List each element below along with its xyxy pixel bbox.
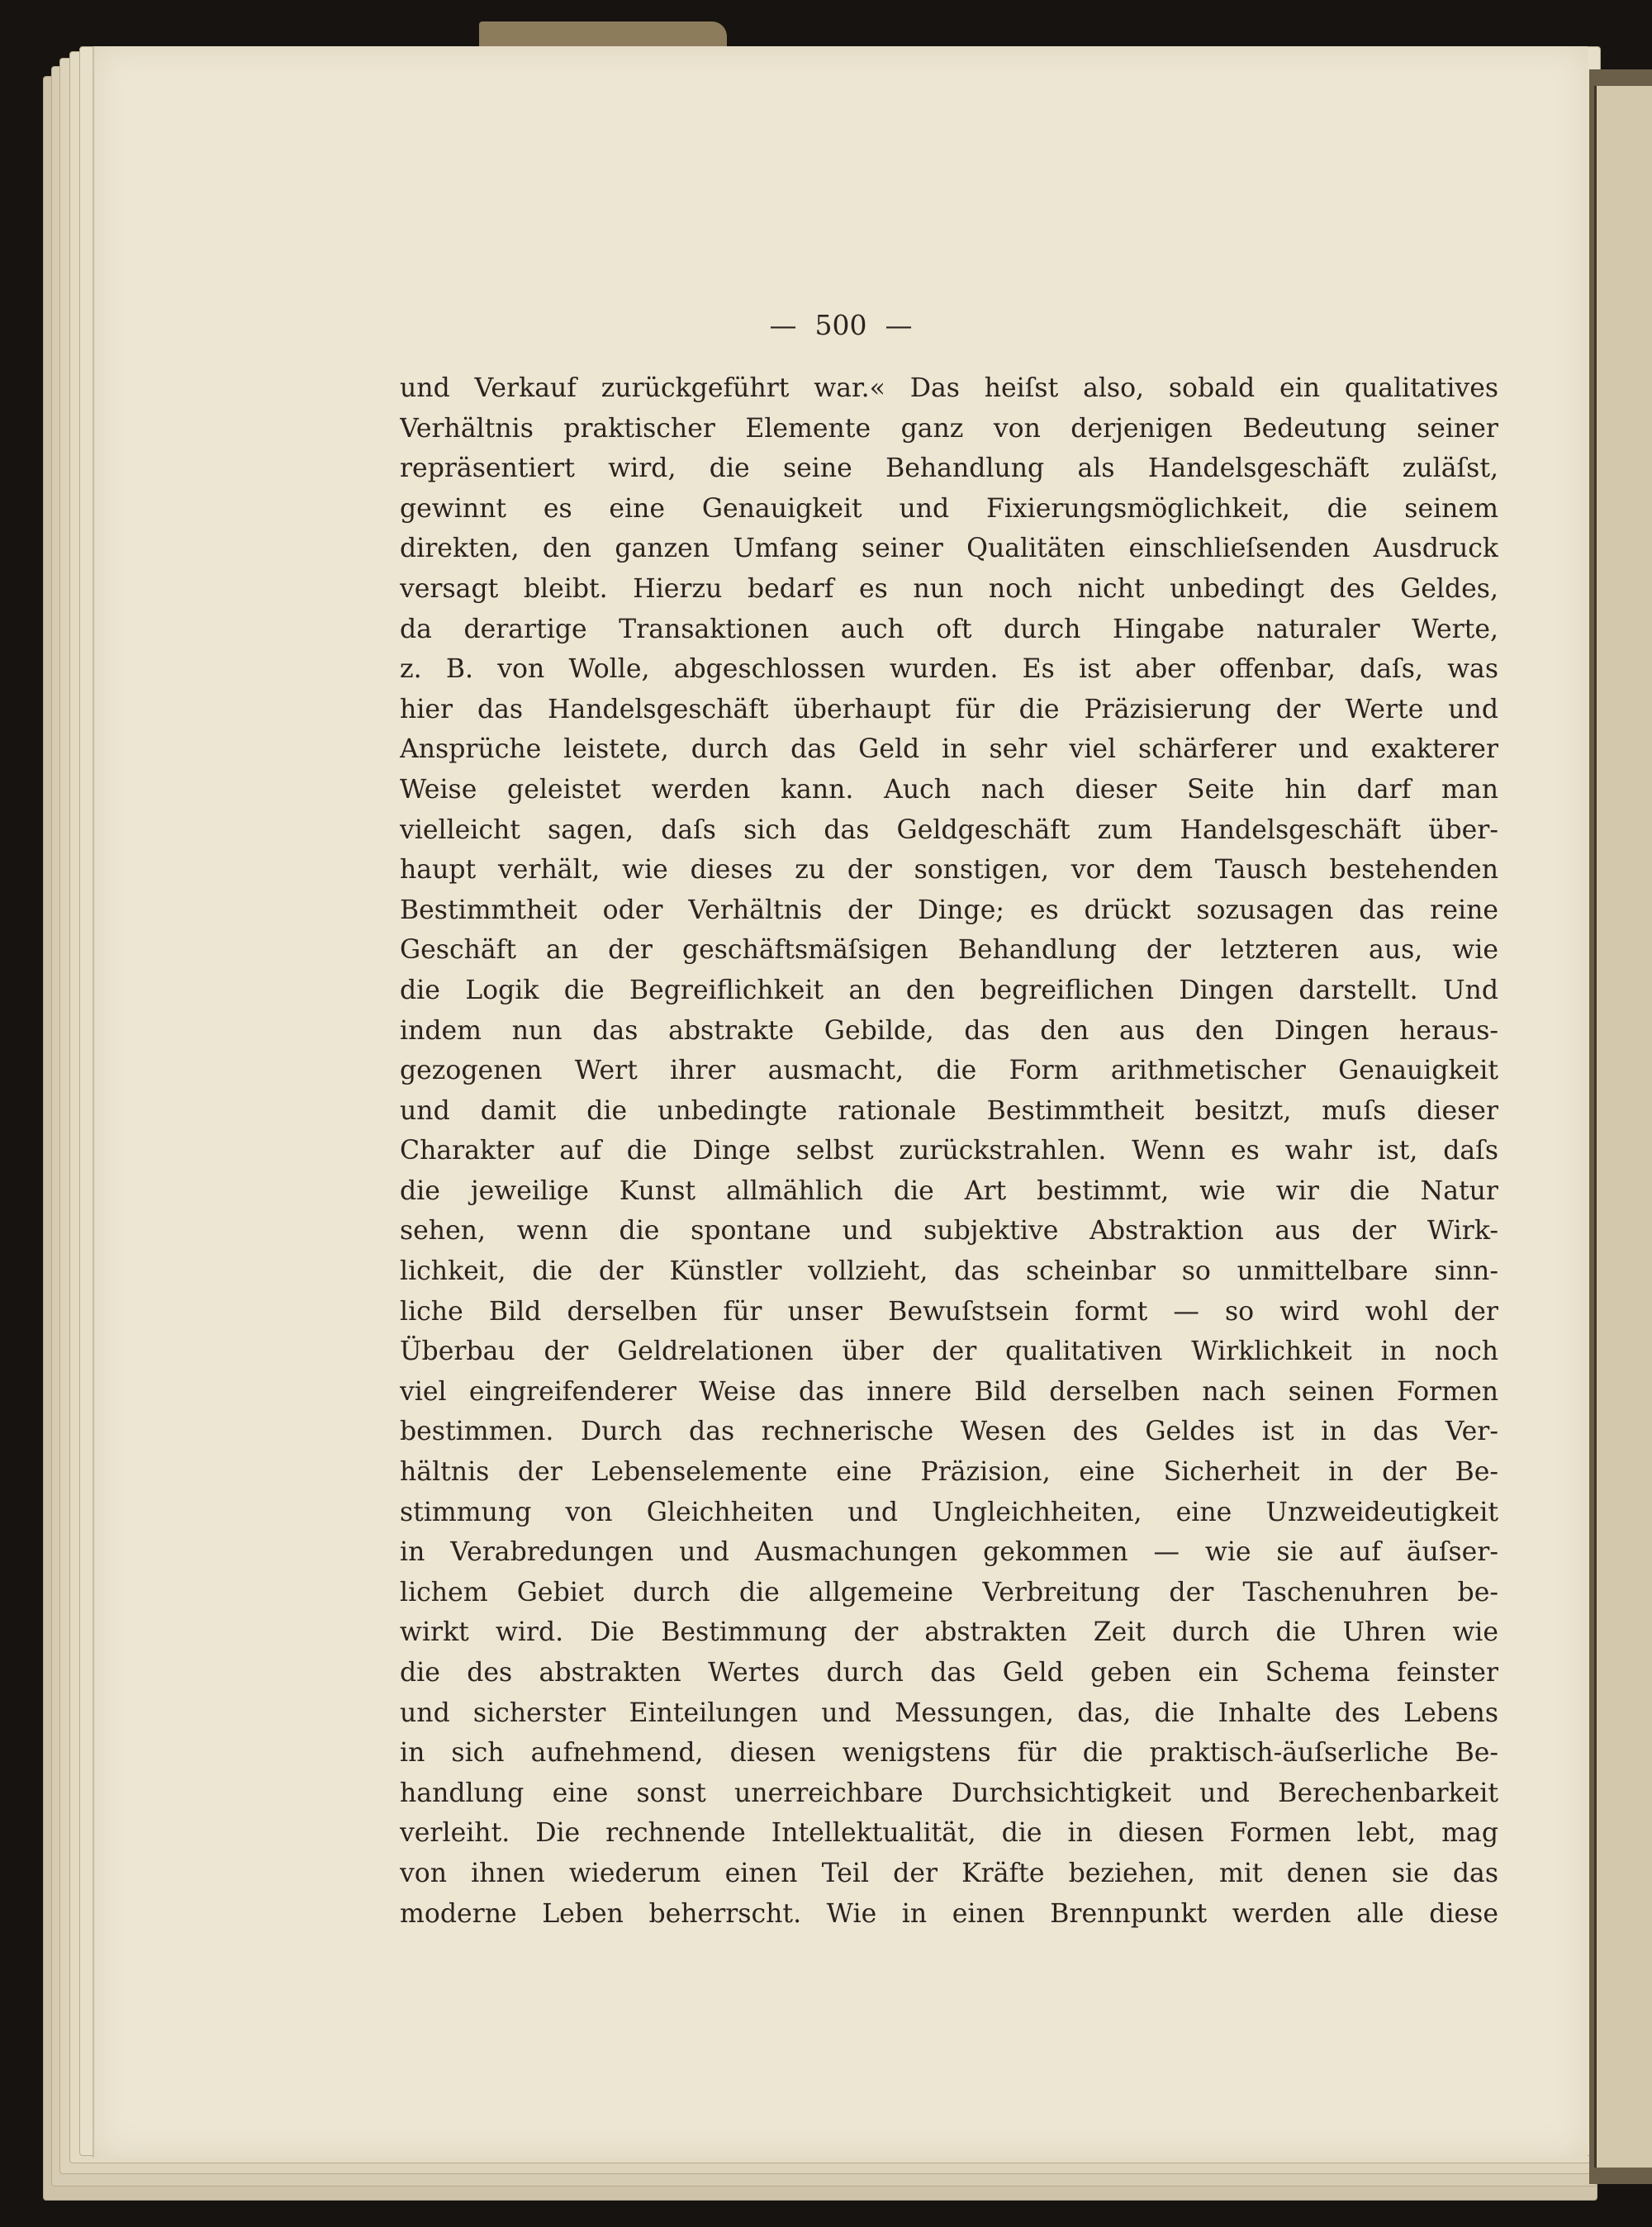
text-line: haupt verhält, wie dieses zu der sonstigen, vor dem Tausch bestehenden xyxy=(400,855,1498,886)
text-line: indem nun das abstrakte Gebilde, das den aus den Dingen heraus- xyxy=(400,1015,1498,1046)
text-line: von ihnen wiederum einen Teil der Kräfte beziehen, mit denen sie das xyxy=(400,1858,1498,1888)
text-line: lichkeit, die der Künstler vollzieht, das scheinbar so unmittelbare sinn- xyxy=(400,1256,1498,1287)
book-page xyxy=(93,46,1588,2158)
body-text xyxy=(400,368,1498,1934)
text-line: wirkt wird. Die Bestimmung der abstrakten Zeit durch die Uhren wie xyxy=(400,1617,1498,1648)
header-dash-right: — xyxy=(885,309,913,341)
page-header xyxy=(94,309,1588,341)
text-line: hältnis der Lebenselemente eine Präzision, eine Sicherheit in der Be- xyxy=(400,1457,1498,1488)
text-line: hier das Handelsgeschäft überhaupt für die Präzisierung der Werte und xyxy=(400,694,1498,724)
text-line: sehen, wenn die spontane und subjektive Abstraktion aus der Wirk- xyxy=(400,1216,1498,1246)
text-line: direkten, den ganzen Umfang seiner Qualitäten einschlieſsenden Ausdruck xyxy=(400,534,1498,564)
text-line: handlung eine sonst unerreichbare Durchsichtigkeit und Berechenbarkeit xyxy=(400,1778,1498,1808)
text-line: Ansprüche leistete, durch das Geld in sehr viel schärferer und exakterer xyxy=(400,734,1498,765)
text-line: da derartige Transaktionen auch oft durch Hingabe naturaler Werte, xyxy=(400,614,1498,644)
text-line: Weise geleistet werden kann. Auch nach dieser Seite hin darf man xyxy=(400,774,1498,805)
text-line: Bestimmtheit oder Verhältnis der Dinge; es drückt sozusagen das reine xyxy=(400,895,1498,925)
text-line: lichem Gebiet durch die allgemeine Verbreitung der Taschenuhren be- xyxy=(400,1577,1498,1607)
facing-page xyxy=(1589,69,1652,2184)
text-line: viel eingreifenderer Weise das innere Bild derselben nach seinen Formen xyxy=(400,1376,1498,1407)
text-line: z. B. von Wolle, abgeschlossen wurden. Es ist aber offenbar, daſs, was xyxy=(400,654,1498,685)
text-line: Geschäft an der geschäftsmäſsigen Behandlung der letzteren aus, wie xyxy=(400,935,1498,966)
page-number: 500 xyxy=(814,309,867,341)
text-line: repräsentiert wird, die seine Behandlung als Handelsgeschäft zuläſst, xyxy=(400,453,1498,484)
text-line: die Logik die Begreiflichkeit an den begreiflichen Dingen darstellt. Und xyxy=(400,975,1498,1005)
text-line: die des abstrakten Wertes durch das Geld geben ein Schema feinster xyxy=(400,1658,1498,1688)
text-line: gezogenen Wert ihrer ausmacht, die Form arithmetischer Genauigkeit xyxy=(400,1056,1498,1086)
text-line: Charakter auf die Dinge selbst zurückstrahlen. Wenn es wahr ist, daſs xyxy=(400,1136,1498,1166)
text-line: und damit die unbedingte rationale Bestimmtheit besitzt, muſs dieser xyxy=(400,1095,1498,1126)
text-line: moderne Leben beherrscht. Wie in einen Brennpunkt werden alle diese xyxy=(400,1898,1498,1929)
text-line: vielleicht sagen, daſs sich das Geldgeschäft zum Handelsgeschäft über- xyxy=(400,814,1498,845)
text-line: Überbau der Geldrelationen über der qualitativen Wirklichkeit in noch xyxy=(400,1337,1498,1367)
text-line: bestimmen. Durch das rechnerische Wesen des Geldes ist in das Ver- xyxy=(400,1417,1498,1447)
text-line: Verhältnis praktischer Elemente ganz von derjenigen Bedeutung seiner xyxy=(400,413,1498,444)
text-line: stimmung von Gleichheiten und Ungleichheiten, eine Unzweideutigkeit xyxy=(400,1497,1498,1527)
text-line: und sicherster Einteilungen und Messungen, das, die Inhalte des Lebens xyxy=(400,1698,1498,1728)
text-line: verleiht. Die rechnende Intellektualität, die in diesen Formen lebt, mag xyxy=(400,1818,1498,1849)
text-line: die jeweilige Kunst allmählich die Art bestimmt, wie wir die Natur xyxy=(400,1175,1498,1206)
text-line: liche Bild derselben für unser Bewuſstsein formt — so wird wohl der xyxy=(400,1296,1498,1327)
facing-page-inner xyxy=(1594,86,1652,2168)
text-line: gewinnt es eine Genauigkeit und Fixierungsmöglichkeit, die seinem xyxy=(400,493,1498,524)
text-line: versagt bleibt. Hierzu bedarf es nun noch nicht unbedingt des Geldes, xyxy=(400,573,1498,604)
text-line: in Verabredungen und Ausmachungen gekommen — wie sie auf äuſser- xyxy=(400,1537,1498,1568)
header-dash-left: — xyxy=(769,309,797,341)
text-line: und Verkauf zurückgeführt war.« Das heiſst also, sobald ein qualitatives xyxy=(400,373,1498,403)
text-line: in sich aufnehmend, diesen wenigstens für die praktisch-äuſserliche Be- xyxy=(400,1738,1498,1769)
